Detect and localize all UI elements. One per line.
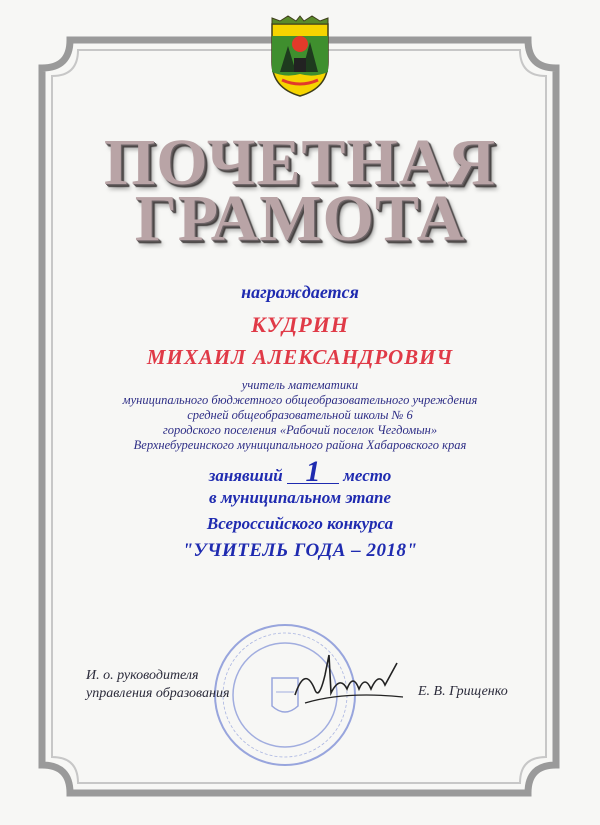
position-line: городского поселения «Рабочий поселок Чегдомын» bbox=[162, 423, 438, 437]
position-line: учитель математики bbox=[241, 378, 359, 392]
position-line: муниципального бюджетного общеобразовательного учреждения bbox=[122, 393, 478, 407]
place-suffix: место bbox=[343, 466, 392, 485]
contest-name: "УЧИТЕЛЬ ГОДА – 2018" bbox=[182, 540, 418, 561]
position-line: Верхнебуреинского муниципального района Хабаровского края bbox=[133, 438, 467, 452]
signatory-name: Е. В. Грищенко bbox=[418, 684, 508, 699]
recipient-position bbox=[60, 378, 540, 453]
awarded-label: награждается bbox=[241, 282, 359, 302]
contest-stage: в муниципальном этапе bbox=[208, 488, 392, 507]
certificate-title-line-1: ПОЧЕТНАЯ bbox=[103, 126, 497, 199]
certificate-title-line-2: ГРАМОТА bbox=[134, 182, 466, 255]
place-statement bbox=[60, 455, 540, 488]
signatory-role-line-2: управления образования bbox=[86, 686, 230, 701]
recipient-given-names: МИХАИЛ АЛЕКСАНДРОВИЧ bbox=[146, 345, 454, 369]
place-number: 1 bbox=[287, 461, 339, 484]
signatory-role bbox=[86, 667, 229, 703]
signatory-role-line-1: И. о. руководителя bbox=[86, 668, 199, 683]
signature-icon bbox=[285, 645, 415, 715]
coat-of-arms-icon bbox=[266, 14, 334, 98]
contest-level: Всероссийского конкурса bbox=[206, 514, 394, 533]
position-line: средней общеобразовательной школы № 6 bbox=[187, 408, 413, 422]
recipient-surname: КУДРИН bbox=[251, 312, 349, 337]
place-prefix: занявший bbox=[208, 466, 283, 485]
